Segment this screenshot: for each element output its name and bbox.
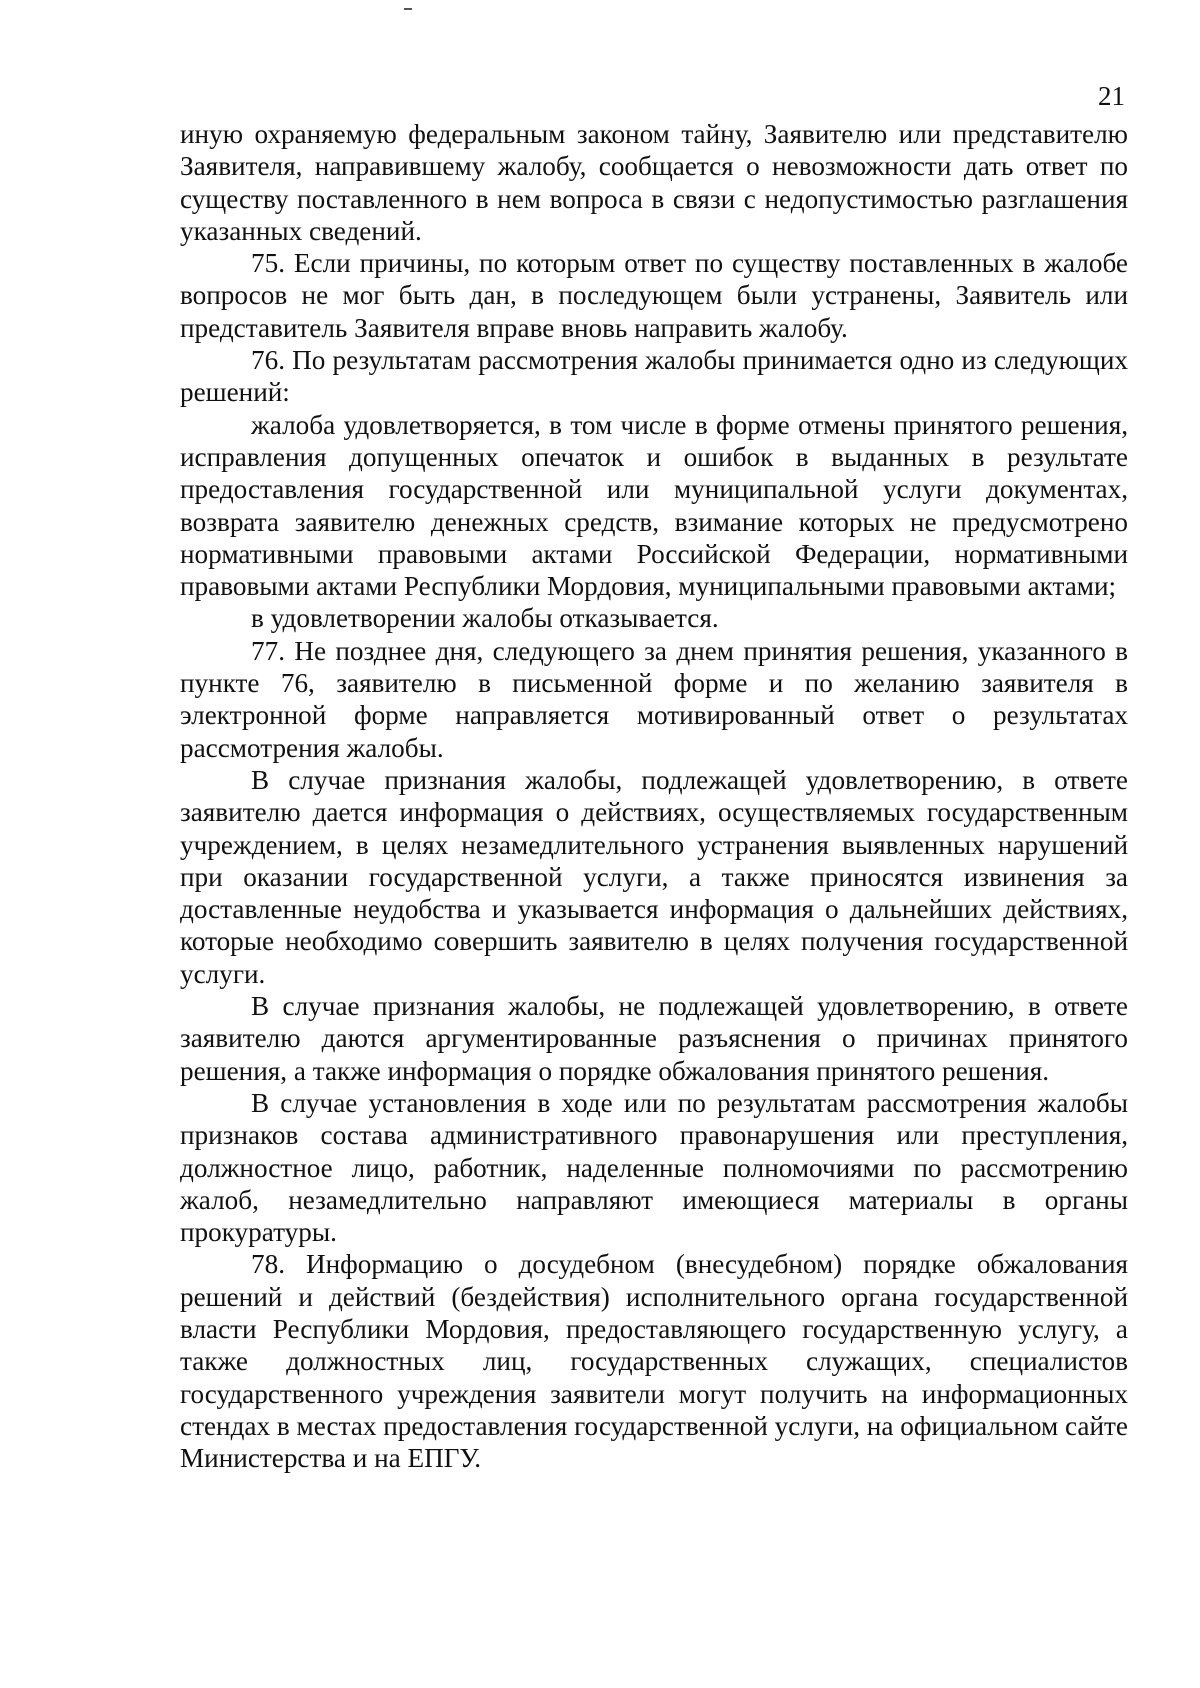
paragraph-complaint-satisfied: В случае признания жалобы, подлежащей удовлетворению, в ответе заявителю дается информация о действиях, осуществляемых государственным учреждением, в целях незамедлительного устранения выявленных нарушений при оказании государственной услуги, а также приносятся извинения за доставленные неудобства и указывается информация о дальнейших действиях, которые необходимо совершить заявителю в целях получения государственной услуги. [180, 764, 1128, 989]
paragraph-item-77: 77. Не позднее дня, следующего за днем принятия решения, указанного в пункте 76, заявителю в письменной форме и по желанию заявителя в электронной форме направляется мотивированный ответ о результатах рассмотрения жалобы. [180, 635, 1128, 763]
paragraph-item-78: 78. Информацию о досудебном (внесудебном) порядке обжалования решений и действий (бездействия) исполнительного органа государственной власти Республики Мордовия, предоставляющего государственную услугу, а также должностных лиц, государственных служащих, специалистов государственного учреждения заявители могут получить на информационных стендах в местах предоставления государственной услуги, на официальном сайте Министерства и на ЕПГУ. [180, 1249, 1128, 1474]
paragraph-violation-signs: В случае установления в ходе или по результатам рассмотрения жалобы признаков состава административного правонарушения или преступления, должностное лицо, работник, наделенные полномочиями по рассмотрению жалоб, незамедлительно направляют имеющиеся материалы в органы прокуратуры. [180, 1087, 1128, 1248]
document-body [180, 118, 1128, 1474]
paragraph-continuation: иную охраняемую федеральным законом тайну, Заявителю или представителю Заявителя, направившему жалобу, сообщается о невозможности дать ответ по существу поставленного в нем вопроса в связи с недопустимостью разглашения указанных сведений. [180, 119, 1128, 246]
page-number: 21 [1098, 81, 1125, 111]
paragraph-item-76: 76. По результатам рассмотрения жалобы принимается одно из следующих решений: [180, 345, 1128, 408]
paragraph-complaint-rejected: В случае признания жалобы, не подлежащей удовлетворению, в ответе заявителю даются аргументированные разъяснения о причинах принятого решения, а также информация о порядке обжалования принятого решения. [180, 991, 1128, 1086]
paragraph-decision-satisfy: жалоба удовлетворяется, в том числе в форме отмены принятого решения, исправления допущенных опечаток и ошибок в выданных в результате предоставления государственной или муниципальной услуги документах, возврата заявителю денежных средств, взимание которых не предусмотрено нормативными правовыми актами Российской Федерации, нормативными правовыми актами Республики Мордовия, муниципальными правовыми актами; [180, 409, 1128, 602]
scan-mark [404, 8, 412, 10]
paragraph-item-75: 75. Если причины, по которым ответ по существу поставленных в жалобе вопросов не мог быть дан, в последующем были устранены, Заявитель или представитель Заявителя вправе вновь направить жалобу. [180, 248, 1128, 343]
paragraph-decision-refuse: в удовлетворении жалобы отказывается. [251, 603, 719, 634]
